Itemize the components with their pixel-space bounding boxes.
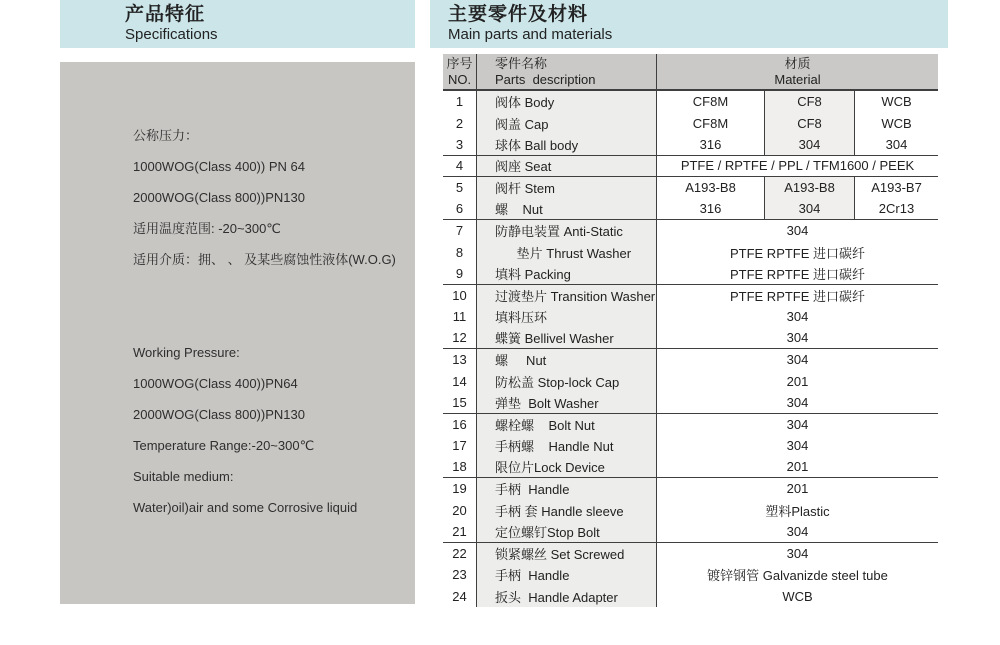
table-row bbox=[443, 285, 938, 307]
part-name: 手柄 套 Handle sleeve bbox=[477, 500, 657, 522]
table-row bbox=[443, 478, 938, 500]
part-no: 16 bbox=[443, 414, 477, 436]
part-name: 防松盖 Stop-lock Cap bbox=[477, 371, 657, 393]
specifications-title-cn: 产品特征 bbox=[125, 4, 206, 25]
spec-line: Temperature Range:-20~300℃ bbox=[133, 438, 315, 453]
header-no-column bbox=[443, 54, 477, 89]
part-name: 填料压环 bbox=[477, 306, 657, 328]
part-no: 11 bbox=[443, 306, 477, 328]
table-row bbox=[443, 306, 938, 328]
material-value: WCB bbox=[881, 94, 912, 110]
part-name: 阀盖 Cap bbox=[477, 113, 657, 135]
part-no: 15 bbox=[443, 392, 477, 413]
part-no: 7 bbox=[443, 220, 477, 242]
spec-line: 适用温度范围: -20~300℃ bbox=[133, 221, 281, 236]
material-value: 塑料Plastic bbox=[765, 503, 830, 519]
table-row bbox=[443, 242, 938, 264]
parts-title-cn: 主要零件及材料 bbox=[448, 4, 589, 25]
material-value: 201 bbox=[786, 459, 809, 475]
table-row bbox=[443, 220, 938, 242]
part-name: 防静电装置 Anti-Static bbox=[477, 220, 657, 242]
table-body bbox=[443, 91, 938, 607]
material-value: 304 bbox=[786, 523, 809, 539]
spec-line: 公称压力： bbox=[133, 128, 199, 143]
material-value: 201 bbox=[786, 481, 809, 497]
header-parts-en: Parts description bbox=[495, 71, 596, 87]
table-row bbox=[443, 371, 938, 393]
spec-line: 1000WOG(Class 400))PN64 bbox=[133, 376, 298, 391]
table-row bbox=[443, 91, 938, 113]
part-name: 手柄 Handle bbox=[477, 564, 657, 586]
table-row bbox=[443, 586, 938, 608]
part-no: 20 bbox=[443, 500, 477, 522]
part-no: 12 bbox=[443, 328, 477, 349]
part-name: 蝶簧 Bellivel Washer bbox=[477, 328, 657, 349]
specifications-panel bbox=[60, 62, 415, 604]
header-parts-cn: 零件名称 bbox=[495, 55, 548, 71]
table-row bbox=[443, 500, 938, 522]
table-row bbox=[443, 392, 938, 414]
table-row bbox=[443, 177, 938, 199]
part-name: 阀座 Seat bbox=[477, 156, 657, 177]
material-value: 304 bbox=[885, 136, 908, 152]
spec-line: 适用介质：拥、 、 及某些腐蚀性液体(W.O.G) bbox=[133, 252, 396, 267]
material-value: 304 bbox=[765, 199, 855, 220]
spec-line bbox=[133, 275, 415, 306]
header-material-cn: 材质 bbox=[784, 55, 811, 71]
part-no: 22 bbox=[443, 543, 477, 565]
table-row bbox=[443, 414, 938, 436]
table-row bbox=[443, 263, 938, 285]
material-value: 304 bbox=[786, 223, 809, 239]
material-value: 镀锌钢管 Galvanizde steel tube bbox=[707, 568, 888, 584]
material-value: PTFE RPTFE 进口碳纤 bbox=[729, 288, 866, 304]
spec-line bbox=[133, 306, 415, 337]
part-no: 14 bbox=[443, 371, 477, 393]
part-name: 定位螺钉Stop Bolt bbox=[477, 521, 657, 542]
part-no: 8 bbox=[443, 242, 477, 264]
parts-materials-table bbox=[443, 54, 938, 607]
part-name: 弹垫 Bolt Washer bbox=[477, 392, 657, 413]
part-name: 螺 Nut bbox=[477, 349, 657, 371]
header-parts-column bbox=[477, 54, 657, 89]
part-no: 18 bbox=[443, 457, 477, 478]
part-name: 扳头 Handle Adapter bbox=[477, 586, 657, 608]
material-value: PTFE / RPTFE / PPL / TFM1600 / PEEK bbox=[680, 158, 915, 174]
spec-line: 2000WOG(Class 800))PN130 bbox=[133, 190, 305, 205]
part-name: 填料 Packing bbox=[477, 263, 657, 284]
table-row bbox=[443, 521, 938, 543]
spec-line: Suitable medium: bbox=[133, 469, 234, 484]
part-no: 23 bbox=[443, 564, 477, 586]
material-value: 304 bbox=[786, 545, 809, 561]
table-header-row bbox=[443, 54, 938, 91]
material-value: 304 bbox=[786, 438, 809, 454]
table-row bbox=[443, 199, 938, 221]
spec-line: 2000WOG(Class 800))PN130 bbox=[133, 407, 305, 422]
parts-header bbox=[430, 0, 948, 48]
part-name: 过渡垫片 Transition Washer bbox=[477, 285, 657, 307]
material-value: A193-B7 bbox=[871, 180, 922, 196]
material-value: A193-B8 bbox=[765, 177, 855, 199]
table-row bbox=[443, 113, 938, 135]
part-no: 10 bbox=[443, 285, 477, 307]
part-name: 阀杆 Stem bbox=[477, 177, 657, 199]
header-no-cn: 序号 bbox=[446, 55, 473, 71]
header-material-en: Material bbox=[774, 71, 821, 87]
part-name: 锁紧螺丝 Set Screwed bbox=[477, 543, 657, 565]
material-value: CF8M bbox=[657, 113, 765, 135]
material-value: PTFE RPTFE 进口碳纤 bbox=[729, 266, 866, 282]
part-name: 螺 Nut bbox=[477, 199, 657, 220]
material-value: WCB bbox=[881, 115, 912, 131]
spec-line: Working Pressure: bbox=[133, 345, 240, 360]
part-no: 6 bbox=[443, 199, 477, 220]
part-name: 限位片Lock Device bbox=[477, 457, 657, 478]
parts-title-en: Main parts and materials bbox=[448, 26, 613, 43]
part-no: 21 bbox=[443, 521, 477, 542]
material-value: 316 bbox=[657, 134, 765, 155]
header-material-column bbox=[657, 54, 938, 89]
material-value: 201 bbox=[786, 373, 809, 389]
material-value: PTFE RPTFE 进口碳纤 bbox=[729, 245, 866, 261]
header-no-en: NO. bbox=[447, 71, 472, 87]
table-row bbox=[443, 349, 938, 371]
material-value: A193-B8 bbox=[657, 177, 765, 199]
material-value: 304 bbox=[786, 352, 809, 368]
specifications-header bbox=[60, 0, 415, 48]
part-name: 手柄螺 Handle Nut bbox=[477, 435, 657, 457]
part-name: 阀体 Body bbox=[477, 91, 657, 113]
part-name: 垫片 Thrust Washer bbox=[477, 242, 657, 264]
part-no: 3 bbox=[443, 134, 477, 155]
spec-lines-list bbox=[133, 120, 415, 523]
table-row bbox=[443, 435, 938, 457]
spec-line: 1000WOG(Class 400)) PN 64 bbox=[133, 159, 305, 174]
material-value: 304 bbox=[765, 134, 855, 155]
table-row bbox=[443, 543, 938, 565]
material-value: 304 bbox=[786, 416, 809, 432]
part-no: 4 bbox=[443, 156, 477, 177]
part-no: 9 bbox=[443, 263, 477, 284]
part-no: 2 bbox=[443, 113, 477, 135]
part-no: 19 bbox=[443, 478, 477, 500]
table-row bbox=[443, 564, 938, 586]
material-value: WCB bbox=[782, 588, 813, 604]
part-name: 手柄 Handle bbox=[477, 478, 657, 500]
spec-line: Water)oil)air and some Corrosive liquid bbox=[133, 500, 358, 515]
material-value: 304 bbox=[786, 309, 809, 325]
material-value: 316 bbox=[657, 199, 765, 220]
part-no: 5 bbox=[443, 177, 477, 199]
part-no: 1 bbox=[443, 91, 477, 113]
material-value: 304 bbox=[786, 394, 809, 410]
part-no: 24 bbox=[443, 586, 477, 608]
material-value: CF8M bbox=[657, 91, 765, 113]
table-row bbox=[443, 328, 938, 350]
material-value: CF8 bbox=[765, 91, 855, 113]
material-value: CF8 bbox=[765, 113, 855, 135]
table-row bbox=[443, 457, 938, 479]
part-name: 球体 Ball body bbox=[477, 134, 657, 155]
part-name: 螺栓螺 Bolt Nut bbox=[477, 414, 657, 436]
part-no: 17 bbox=[443, 435, 477, 457]
material-value: 2Cr13 bbox=[878, 201, 915, 217]
table-row bbox=[443, 134, 938, 156]
specifications-title-en: Specifications bbox=[125, 26, 218, 43]
table-row bbox=[443, 156, 938, 178]
part-no: 13 bbox=[443, 349, 477, 371]
material-value: 304 bbox=[786, 330, 809, 346]
